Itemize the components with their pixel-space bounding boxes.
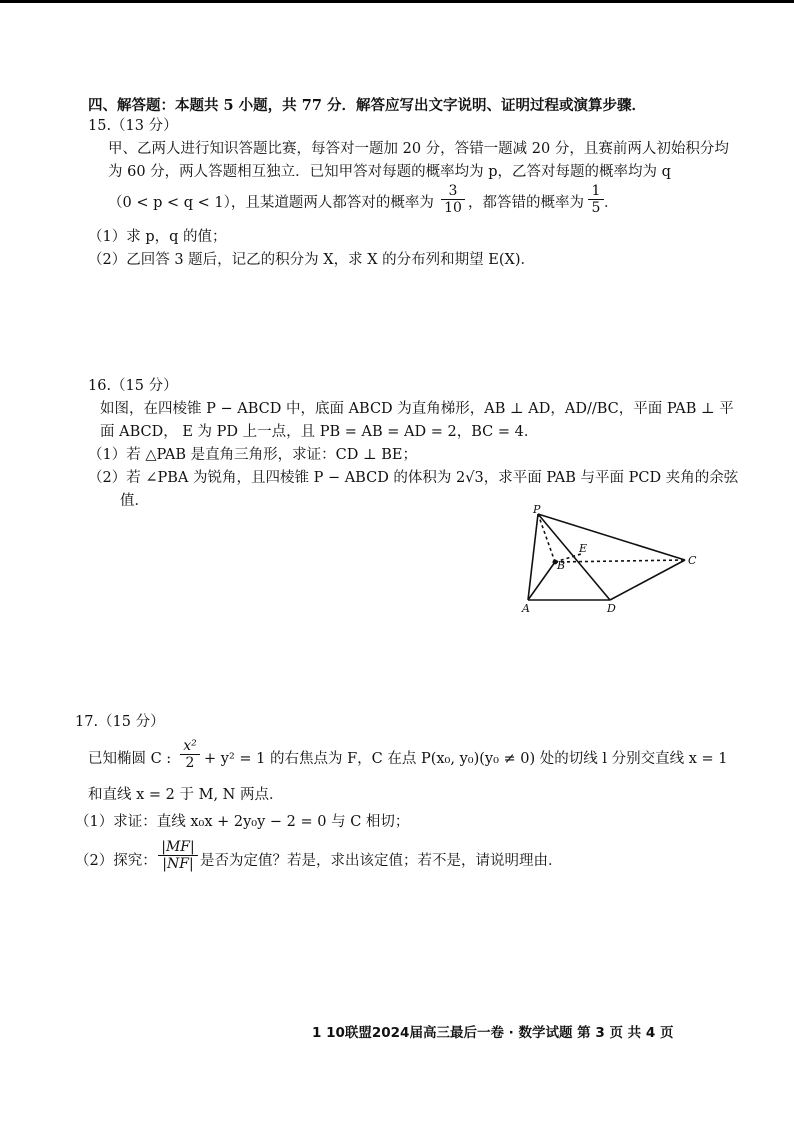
fraction-denominator: 2 bbox=[185, 755, 195, 771]
top-border bbox=[0, 0, 794, 3]
fraction-numerator: x² bbox=[180, 738, 200, 755]
fraction-numerator: 3 bbox=[441, 183, 465, 200]
question-number: 16.（15 分） bbox=[88, 378, 178, 394]
fraction-MF-over-NF bbox=[158, 839, 198, 872]
question-text: + y² = 1 的右焦点为 F，C 在点 P(x₀, y₀)(y₀ ≠ 0) 处的切线 l 分别交直线 x = 1 bbox=[204, 751, 728, 767]
question-text: 已知椭圆 C : bbox=[88, 751, 172, 767]
question-part-2: （2）乙回答 3 题后，记乙的积分为 X，求 X 的分布列和期望 E(X)． bbox=[88, 252, 535, 268]
question-part-2: （2）若 ∠PBA 为锐角，且四棱锥 P − ABCD 的体积为 2√3，求平面 PAB 与平面 PCD 夹角的余弦 bbox=[88, 470, 739, 486]
question-part-1: （1）求证：直线 x₀x + 2y₀y − 2 = 0 与 C 相切； bbox=[75, 814, 410, 830]
question-text: 是否为定值？若是，求出该定值；若不是，请说明理由． bbox=[200, 853, 563, 869]
edge-PD bbox=[538, 514, 610, 600]
pyramid-figure bbox=[515, 502, 715, 617]
label-D: D bbox=[607, 602, 616, 615]
question-text: 和直线 x = 2 于 M, N 两点． bbox=[88, 787, 284, 803]
fraction-numerator: 1 bbox=[588, 183, 604, 200]
question-number: 15.（13 分） bbox=[88, 118, 178, 134]
question-text: ． bbox=[604, 195, 619, 211]
edge-PB bbox=[538, 514, 555, 562]
question-text: 面 ABCD， E 为 PD 上一点，且 PB = AB = AD = 2，BC = 4． bbox=[100, 424, 539, 440]
fraction-numerator: |MF| bbox=[158, 839, 198, 856]
question-part-1: （1）若 △PAB 是直角三角形，求证：CD ⊥ BE； bbox=[88, 447, 417, 463]
question-part-1: （1）求 p，q 的值； bbox=[88, 229, 227, 245]
question-text: 为 60 分，两人答题相互独立．已知甲答对每题的概率均为 p，乙答对每题的概率均为 q bbox=[108, 164, 671, 180]
fraction-denominator: 5 bbox=[591, 200, 601, 216]
edge-BC bbox=[555, 560, 685, 562]
label-C: C bbox=[688, 554, 697, 567]
fraction-x-squared-over-2 bbox=[180, 738, 200, 771]
label-B: B bbox=[557, 559, 566, 572]
page-footer: 1 10联盟2024届高三最后一卷 · 数学试题 第 3 页 共 4 页 bbox=[312, 1025, 674, 1041]
question-text: ，都答错的概率为 bbox=[468, 195, 584, 211]
question-text: 如图，在四棱锥 P − ABCD 中，底面 ABCD 为直角梯形，AB ⊥ AD，AD//BC，平面 PAB ⊥ 平 bbox=[100, 401, 734, 417]
label-A: A bbox=[522, 602, 530, 615]
label-P: P bbox=[533, 503, 541, 516]
question-text: （0 < p < q < 1），且某道题两人都答对的概率为 bbox=[108, 195, 434, 211]
fraction-denominator: 10 bbox=[444, 200, 462, 216]
question-number: 17.（15 分） bbox=[75, 714, 165, 730]
fraction-denominator: |NF| bbox=[162, 856, 194, 872]
label-E: E bbox=[579, 542, 588, 555]
question-part-2: （2）探究： bbox=[75, 853, 157, 869]
question-text: 甲、乙两人进行知识答题比赛，每答对一题加 20 分，答错一题减 20 分，且赛前两人初始积分均 bbox=[108, 141, 729, 157]
section-header: 四、解答题：本题共 5 小题，共 77 分．解答应写出文字说明、证明过程或演算步骤． bbox=[88, 97, 646, 114]
fraction-one-fifth bbox=[588, 183, 604, 216]
question-part-2-continued: 值． bbox=[120, 493, 149, 509]
edge-PC bbox=[538, 514, 685, 560]
fraction-three-tenths bbox=[441, 183, 465, 216]
edge-DC bbox=[610, 560, 685, 600]
